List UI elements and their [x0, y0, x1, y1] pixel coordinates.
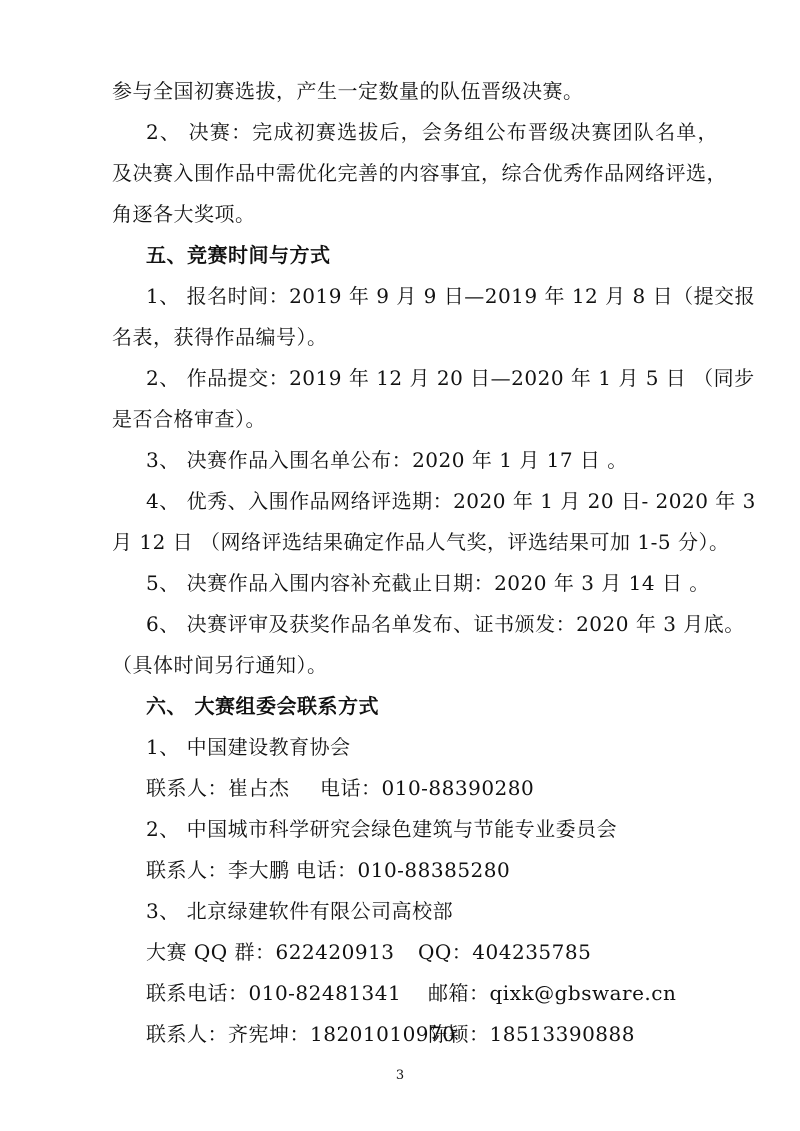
- org-3-contact-row: [146, 1019, 706, 1049]
- section-heading-5: 五、竞赛时间与方式: [146, 243, 331, 267]
- org-1-name: 1、 中国建设教育协会: [146, 735, 351, 759]
- schedule-item-4a: 4、 优秀、入围作品网络评选期：2020 年 1 月 20 日- 2020 年 3: [146, 489, 756, 513]
- schedule-item-6a: 6、 决赛评审及获奖作品名单发布、证书颁发：2020 年 3 月底。: [146, 612, 745, 636]
- schedule-item-6b: （具体时间另行通知）。: [112, 653, 328, 677]
- org-1-contact-row: [146, 773, 706, 803]
- org-3-qq-group: 大赛 QQ 群：622420913: [146, 940, 395, 964]
- schedule-item-5: 5、 决赛作品入围内容补充截止日期：2020 年 3 月 14 日 。: [146, 571, 710, 595]
- org-1-phone: 电话：010-88390280: [320, 776, 535, 800]
- org-3-phone: 联系电话：010-82481341: [146, 981, 402, 1005]
- org-3-phone-row: [146, 978, 706, 1008]
- text-line-2: 2、 决赛：完成初赛选拔后，会务组公布晋级决赛团队名单，: [146, 120, 718, 144]
- org-2-contact-row: [146, 855, 706, 885]
- section-heading-6: 六、 大赛组委会联系方式: [146, 694, 379, 718]
- schedule-item-1a: 1、 报名时间：2019 年 9 月 9 日—2019 年 12 月 8 日（提交报: [146, 284, 756, 308]
- org-3-contact-2: 陈颖：18513390888: [428, 1022, 635, 1046]
- text-line-4: 角逐各大奖项。: [112, 202, 256, 226]
- schedule-item-1b: 名表，获得作品编号）。: [112, 325, 328, 349]
- org-2-name: 2、 中国城市科学研究会绿色建筑与节能专业委员会: [146, 817, 618, 841]
- schedule-item-2a: 2、 作品提交：2019 年 12 月 20 日—2020 年 1 月 5 日 （同步: [146, 366, 755, 390]
- schedule-item-4b: 月 12 日 （网络评选结果确定作品人气奖，评选结果可加 1-5 分）。: [112, 530, 730, 554]
- org-2-phone: 电话：010-88385280: [296, 858, 511, 882]
- org-3-name: 3、 北京绿建软件有限公司高校部: [146, 899, 454, 923]
- page-number: 3: [395, 1068, 405, 1083]
- org-3-contact-1: 联系人：齐宪坤：18201010970: [146, 1022, 456, 1046]
- schedule-item-3: 3、 决赛作品入围名单公布：2020 年 1 月 17 日 。: [146, 448, 628, 472]
- text-line-3: 及决赛入围作品中需优化完善的内容事宜，综合优秀作品网络评选，: [112, 161, 727, 185]
- org-2-contact: 联系人：李大鹏: [146, 858, 290, 882]
- text-line-1: 参与全国初赛选拔，产生一定数量的队伍晋级决赛。: [112, 79, 584, 103]
- schedule-item-2b: 是否合格审查）。: [112, 407, 266, 431]
- org-3-qq: QQ：404235785: [418, 940, 592, 964]
- org-3-email: 邮箱：qixk@gbsware.cn: [428, 981, 677, 1005]
- org-1-contact: 联系人：崔占杰: [146, 776, 290, 800]
- org-3-qq-row: [146, 937, 706, 967]
